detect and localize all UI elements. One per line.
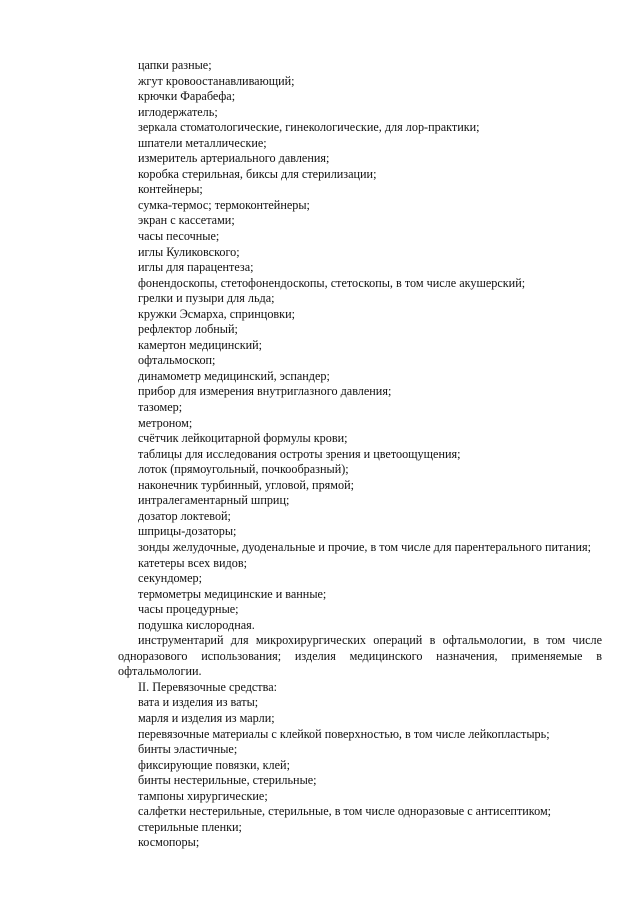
document-paragraph: инструментарий для микрохирургических операций в офтальмологии, в том числе одноразового использования; изделия медицинского назначения, применяемые в офтальмологии. xyxy=(118,633,602,679)
list-item: крючки Фарабефа; xyxy=(138,89,236,104)
list-item: космопоры; xyxy=(138,835,200,850)
list-item: фонендоскопы, стетофонендоскопы, стетоскопы, в том числе акушерский; xyxy=(138,275,526,290)
list-item: динамометр медицинский, эспандер; xyxy=(138,368,330,383)
list-item: зеркала стоматологические, гинекологические, для лор-практики; xyxy=(138,120,480,135)
list-item: камертон медицинский; xyxy=(138,337,263,352)
document-paragraph: зонды желудочные, дуоденальные и прочие, в том числе для парентерального питания; xyxy=(138,539,591,554)
list-item: часы процедурные; xyxy=(138,602,239,617)
list-item: тампоны хирургические; xyxy=(138,788,268,803)
list-item: салфетки нестерильные, стерильные, в том числе одноразовые с антисептиком; xyxy=(138,804,552,819)
list-item: подушка кислородная. xyxy=(138,617,255,632)
list-item: жгут кровоостанавливающий; xyxy=(138,73,295,88)
list-item: экран с кассетами; xyxy=(138,213,235,228)
list-item: термометры медицинские и ванные; xyxy=(138,586,327,601)
list-item: счётчик лейкоцитарной формулы крови; xyxy=(138,431,348,446)
list-item: интралегаментарный шприц; xyxy=(138,493,290,508)
list-item: метроном; xyxy=(138,415,193,430)
list-item: марля и изделия из марли; xyxy=(138,710,275,725)
list-item: грелки и пузыри для льда; xyxy=(138,291,275,306)
list-item: наконечник турбинный, угловой, прямой; xyxy=(138,477,354,492)
list-item: контейнеры; xyxy=(138,182,203,197)
list-item: иглы для парацентеза; xyxy=(138,260,254,275)
list-item: шприцы-дозаторы; xyxy=(138,524,237,539)
list-item: измеритель артериального давления; xyxy=(138,151,330,166)
list-item: лоток (прямоугольный, почкообразный); xyxy=(138,462,349,477)
list-item: прибор для измерения внутриглазного давления; xyxy=(138,384,392,399)
list-item: фиксирующие повязки, клей; xyxy=(138,757,290,772)
list-item: кружки Эсмарха, спринцовки; xyxy=(138,306,295,321)
list-item: катетеры всех видов; xyxy=(138,555,247,570)
list-item: секундомер; xyxy=(138,571,202,586)
list-item: сумка-термос; термоконтейнеры; xyxy=(138,197,310,212)
list-item: стерильные пленки; xyxy=(138,819,242,834)
list-item: иглодержатель; xyxy=(138,104,218,119)
list-item: тазомер; xyxy=(138,400,183,415)
list-item: II. Перевязочные средства: xyxy=(138,679,278,694)
list-item: часы песочные; xyxy=(138,229,220,244)
list-item: коробка стерильная, биксы для стерилизации; xyxy=(138,166,377,181)
list-item: дозатор локтевой; xyxy=(138,508,231,523)
list-item: иглы Куликовского; xyxy=(138,244,240,259)
list-item: офтальмоскоп; xyxy=(138,353,216,368)
list-item: бинты эластичные; xyxy=(138,742,238,757)
list-item: шпатели металлические; xyxy=(138,135,267,150)
list-item: вата и изделия из ваты; xyxy=(138,695,259,710)
list-item: перевязочные материалы с клейкой поверхностью, в том числе лейкопластырь; xyxy=(138,726,550,741)
list-item: таблицы для исследования остроты зрения и цветоощущения; xyxy=(138,446,461,461)
list-item: цапки разные; xyxy=(138,58,212,72)
list-item: бинты нестерильные, стерильные; xyxy=(138,773,317,788)
document-body xyxy=(118,58,602,851)
list-item: рефлектор лобный; xyxy=(138,322,238,337)
